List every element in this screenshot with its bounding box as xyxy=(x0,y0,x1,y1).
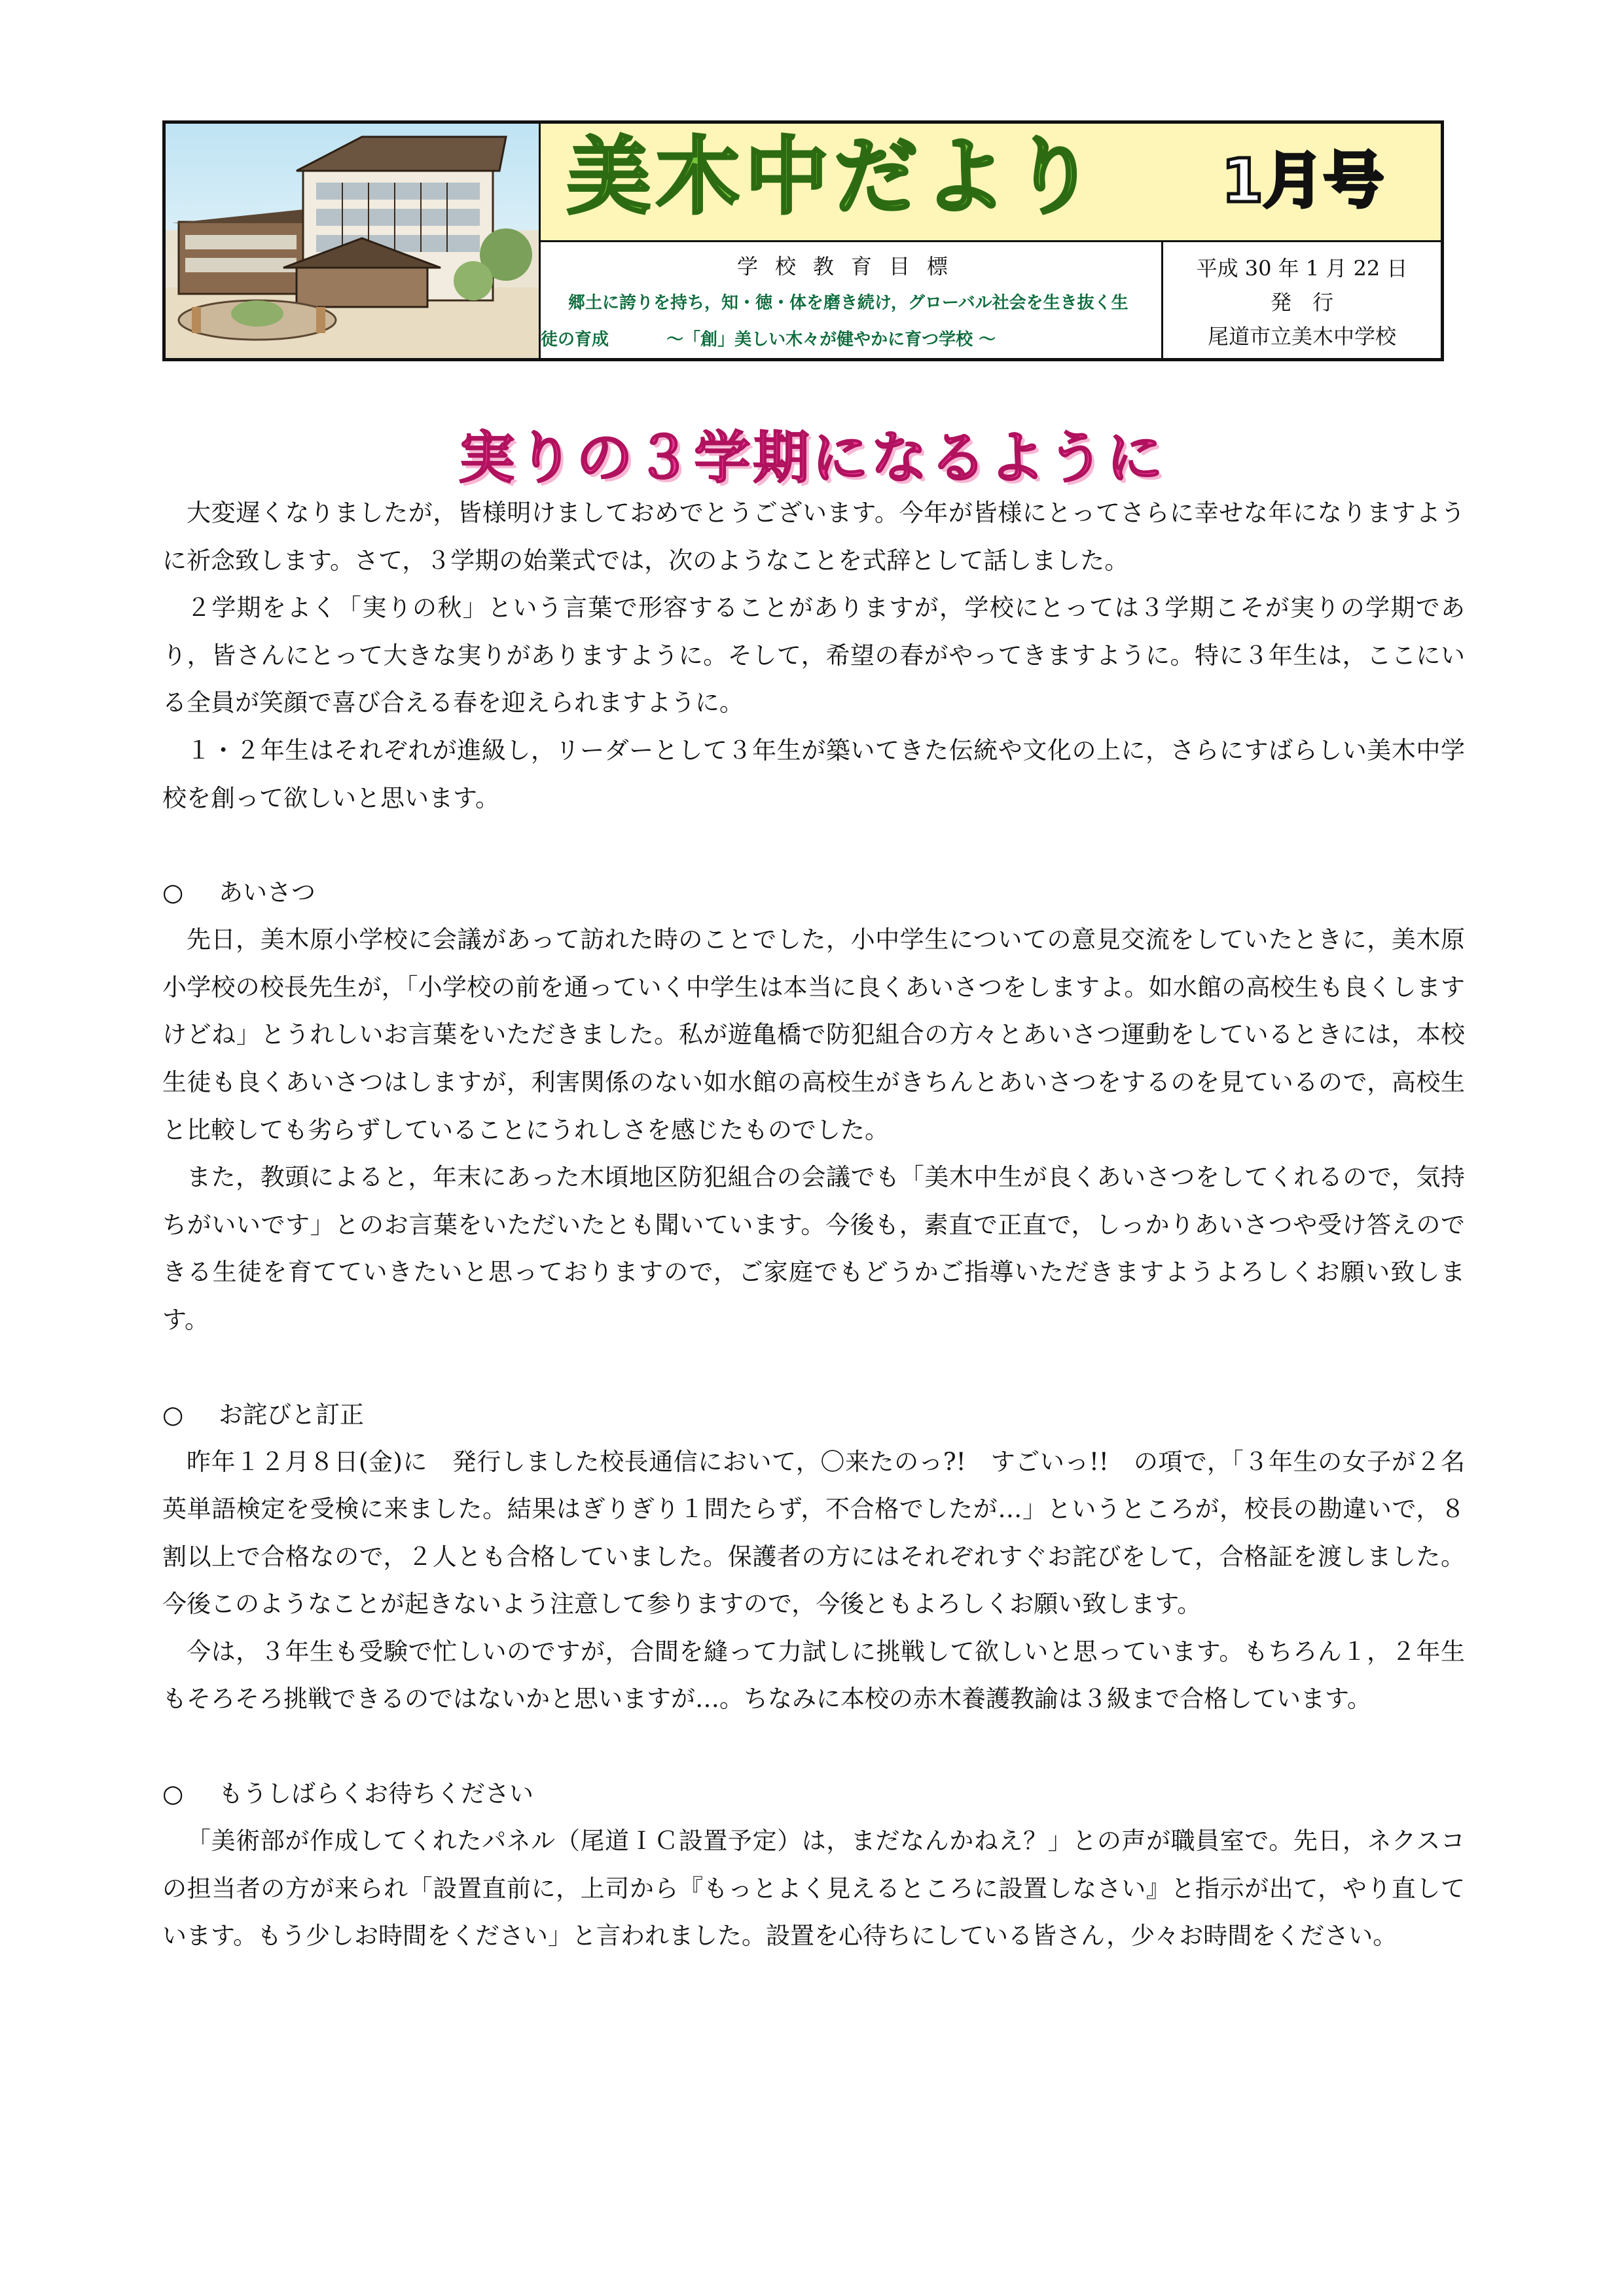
section-correction xyxy=(162,1391,1465,1724)
circle-bullet-icon: ○ xyxy=(162,878,184,907)
section-title xyxy=(162,869,1465,916)
section-title xyxy=(162,1770,1465,1818)
school-building-photo xyxy=(166,124,541,358)
publication-info xyxy=(1163,242,1441,358)
school-building-illustration xyxy=(166,124,539,358)
goal-heading: 学校教育目標 xyxy=(736,254,965,279)
newsletter-title: 美木中だより xyxy=(567,128,1102,226)
section-please-wait xyxy=(162,1770,1465,1960)
section-title-text: お詫びと訂正 xyxy=(219,1400,364,1429)
headline: 実りの３学期になるように xyxy=(458,425,1166,491)
section-paragraph: 昨年１２月８日(金)に 発行しました校長通信において，〇来たのっ?! すごいっ!! の項で，「３年生の女子が２名英単語検定を受検に来ました。結果はぎりぎり１問たらず，不合格でしたが…」というところが，校長の勘違いで，８割以上で合格なので，２人とも合格していました。保護者の方にはそれぞれすぐお詫びをして，合格証を渡しました。今後このようなことが起きないよう注意して参りますので，今後ともよろしくお願い致します。 xyxy=(162,1447,1465,1619)
title-band xyxy=(541,124,1441,242)
section-title xyxy=(162,1391,1465,1439)
intro-paragraph: １・２年生はそれぞれが進級し，リーダーとして３年生が築いてきた伝統や文化の上に，さらにすばらしい美木中学校を創って欲しいと思います。 xyxy=(162,736,1465,812)
circle-bullet-icon: ○ xyxy=(162,1780,184,1808)
publication-date: 平成 30 年 1 月 22 日 xyxy=(1196,256,1408,281)
publication-issue: 発 行 xyxy=(1270,290,1333,315)
circle-bullet-icon: ○ xyxy=(162,1400,184,1429)
intro-paragraph: ２学期をよく「実りの秋」という言葉で形容することがありますが，学校にとっては３学期こそが実りの学期であり，皆さんにとって大きな実りがありますように。そして，希望の春がやってきますように。特に３年生は，ここにいる全員が笑顔で喜び合える春を迎えられますように。 xyxy=(162,594,1465,717)
newsletter-header xyxy=(162,120,1444,361)
goal-text-line2-start: 徒の育成 xyxy=(541,330,609,350)
school-goal-box xyxy=(541,242,1163,358)
section-greeting xyxy=(162,869,1465,1344)
intro-paragraph: 大変遅くなりましたが，皆様明けましておめでとうございます。今年が皆様にとってさらに幸せな年になりますように祈念致します。さて，３学期の始業式では，次のようなことを式辞として話しました。 xyxy=(162,499,1465,575)
issue-month: 1月号 xyxy=(1221,146,1384,216)
goal-text-line1: 郷土に誇りを持ち，知・徳・体を磨き続け，グローバル社会を生き抜く生 xyxy=(568,293,1128,313)
article-body xyxy=(162,490,1465,1960)
section-paragraph: また，教頭によると，年末にあった木頃地区防犯組合の会議でも「美木中生が良くあいさつをしてくれるので，気持ちがいいです」とのお言葉をいただいたとも聞いています。今後も，素直で正直で，しっかりあいさつや受け答えのできる生徒を育てていきたいと思っておりますので，ご家庭でもどうかご指導いただきますようよろしくお願い致します。 xyxy=(162,1163,1465,1334)
section-title-text: もうしばらくお待ちください xyxy=(219,1780,533,1808)
goal-slogan: ～「創」美しい木々が健やかに育つ学校 ～ xyxy=(666,330,996,350)
section-paragraph: 「美術部が作成してくれたパネル（尾道ＩＣ設置予定）は，まだなんかねえ？」との声が職員室で。先日，ネクスコの担当者の方が来られ「設置直前に，上司から『もっとよく見えるところに設置しなさい』と指示が出て，やり直しています。もう少しお時間をください」と言われました。設置を心待ちにしている皆さん，少々お時間をください。 xyxy=(162,1827,1465,1950)
publisher: 尾道市立美木中学校 xyxy=(1207,324,1396,349)
section-title-text: あいさつ xyxy=(219,878,316,907)
section-paragraph: 今は，３年生も受験で忙しいのですが，合間を縫って力試しに挑戦して欲しいと思っています。もちろん１，２年生もそろそろ挑戦できるのではないかと思いますが…。ちなみに本校の赤木養護教諭は３級まで合格しています。 xyxy=(162,1637,1465,1713)
section-paragraph: 先日，美木原小学校に会議があって訪れた時のことでした，小中学生についての意見交流をしていたときに，美木原小学校の校長先生が，「小学校の前を通っていく中学生は本当に良くあいさつをしますよ。如水館の高校生も良くしますけどね」とうれしいお言葉をいただきました。私が遊亀橋で防犯組合の方々とあいさつ運動をしているときには，本校生徒も良くあいさつはしますが，利害関係のない如水館の高校生がきちんとあいさつをするのを見ているので，高校生と比較しても劣らずしていることにうれしさを感じたものでした。 xyxy=(162,925,1465,1144)
goal-text-line2 xyxy=(541,326,996,350)
